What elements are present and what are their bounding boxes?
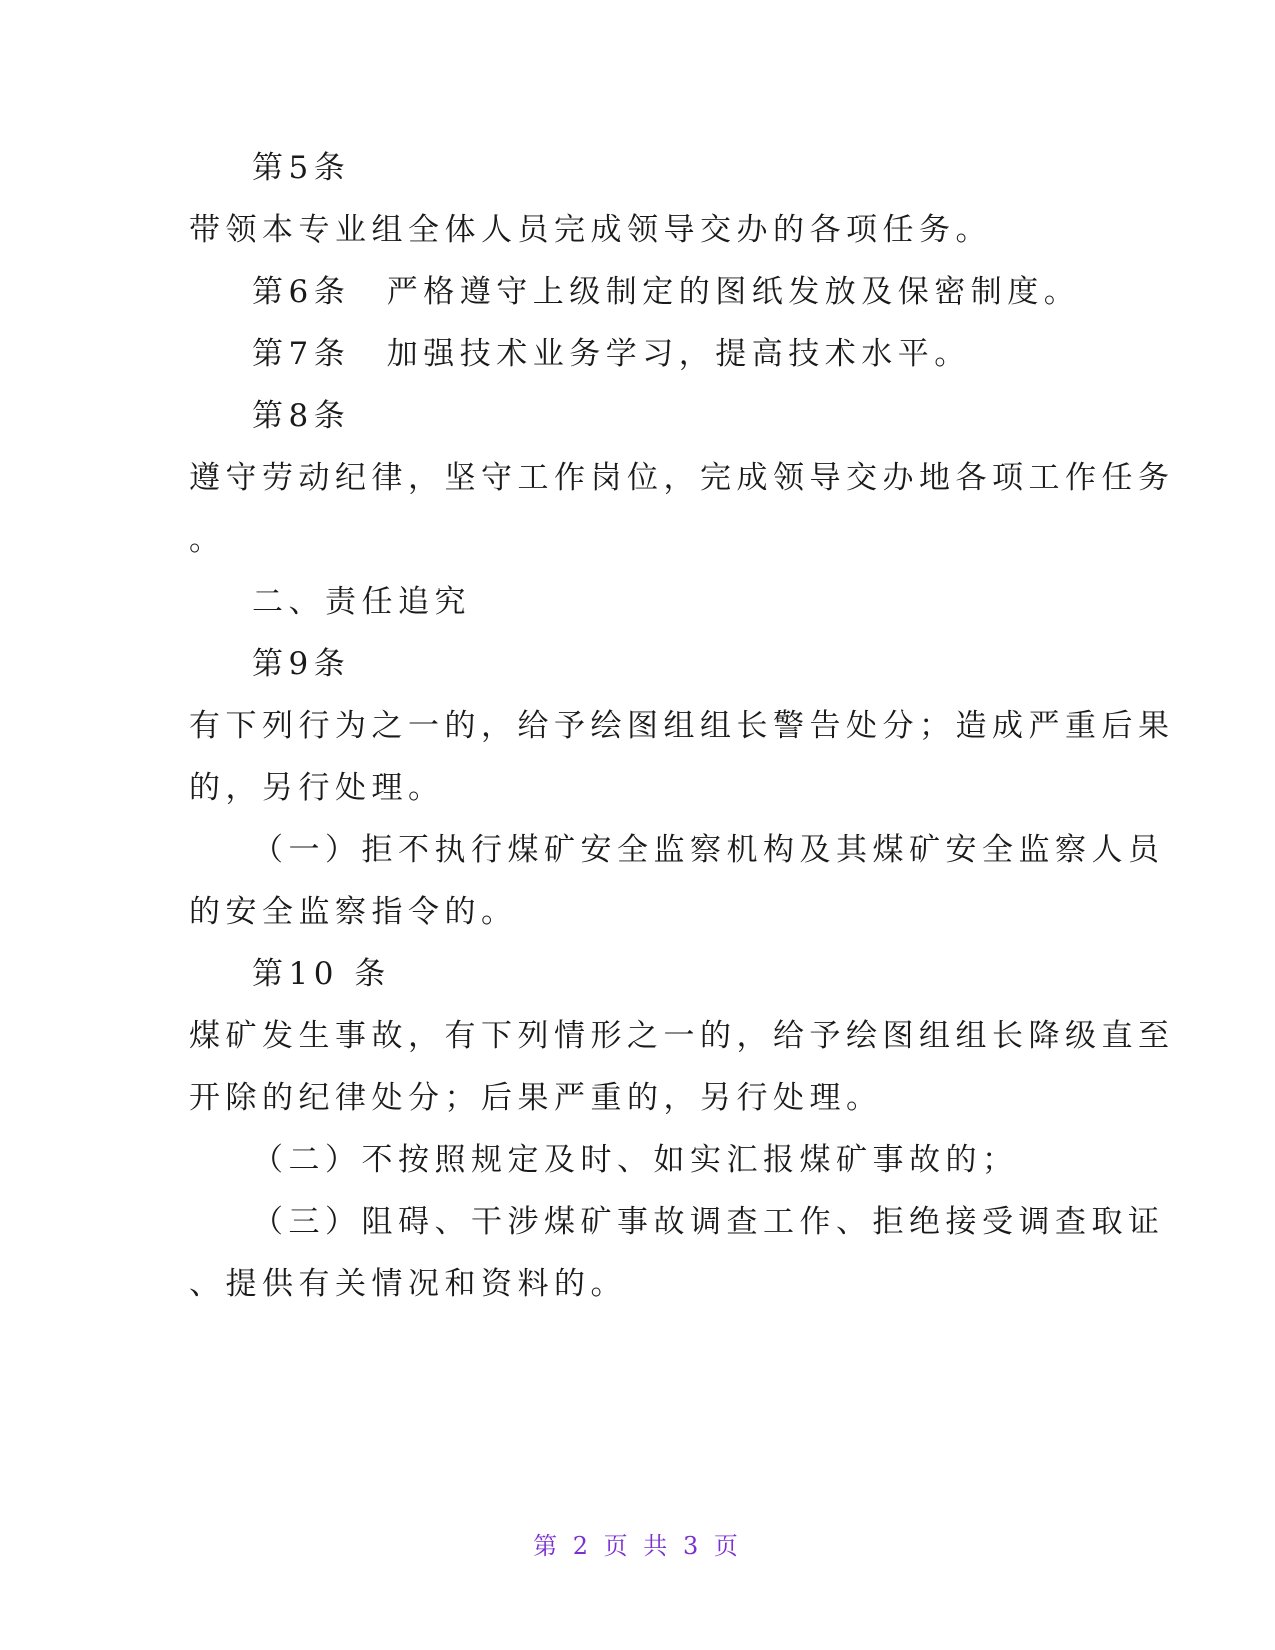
clause-3-cont: 、提供有关情况和资料的。 (189, 1266, 627, 1302)
footer-current-page: 2 (572, 1532, 593, 1560)
article-10-text-cont: 开除的纪律处分；后果严重的，另行处理。 (189, 1080, 883, 1116)
footer-total-pages: 3 (682, 1532, 703, 1560)
article-5-heading: 第5条 (252, 150, 351, 186)
article-9-text: 有下列行为之一的，给予绘图组组长警告处分；造成严重后果 (189, 708, 1175, 744)
footer-suffix: 页 (713, 1532, 742, 1560)
article-7: 第7条 加强技术业务学习，提高技术水平。 (252, 336, 971, 372)
clause-1-cont: 的安全监察指令的。 (189, 894, 518, 930)
article-8-heading: 第8条 (252, 398, 351, 434)
clause-3: （三）阻碍、干涉煤矿事故调查工作、拒绝接受调查取证 (252, 1204, 1165, 1240)
section-heading: 二、责任追究 (252, 584, 471, 620)
article-6: 第6条 严格遵守上级制定的图纸发放及保密制度。 (252, 274, 1081, 310)
footer-middle: 页 共 (603, 1532, 672, 1560)
clause-2: （二）不按照规定及时、如实汇报煤矿事故的； (252, 1142, 1019, 1178)
footer-prefix: 第 (533, 1532, 562, 1560)
article-10-heading: 第10 条 (252, 956, 391, 992)
article-5-text: 带领本专业组全体人员完成领导交办的各项任务。 (189, 212, 992, 248)
article-8-text-end: 。 (189, 522, 226, 558)
article-10-text: 煤矿发生事故，有下列情形之一的，给予绘图组组长降级直至 (189, 1018, 1175, 1054)
article-9-heading: 第9条 (252, 646, 351, 682)
article-8-text: 遵守劳动纪律，坚守工作岗位，完成领导交办地各项工作任务 (189, 460, 1175, 496)
page-footer (0, 1530, 1275, 1562)
clause-1: （一）拒不执行煤矿安全监察机构及其煤矿安全监察人员 (252, 832, 1165, 868)
article-9-text-cont: 的，另行处理。 (189, 770, 445, 806)
